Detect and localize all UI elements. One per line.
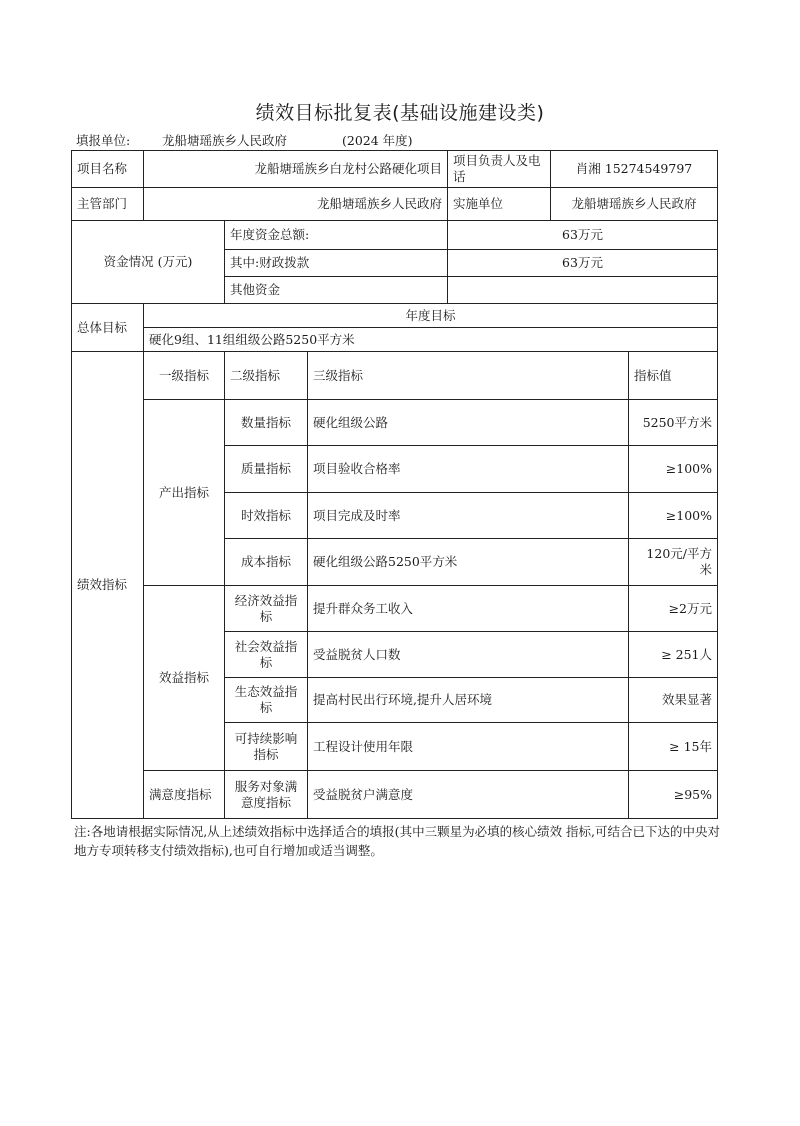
row-value: 5250平方米 [629,400,718,446]
owner-label: 项目负责人及电话 [448,151,551,188]
row-value: 120元/平方米 [629,539,718,586]
row-level3: 受益脱贫户满意度 [308,771,629,819]
project-name-label: 项目名称 [72,151,144,188]
page-title: 绩效目标批复表(基础设施建设类) [255,102,545,124]
goal-text: 硬化9组、11组组级公路5250平方米 [144,328,718,352]
header-value: 指标值 [629,352,718,400]
dept-label: 主管部门 [72,188,144,221]
row-level2: 社会效益指标 [225,632,308,678]
dept-value: 龙船塘瑶族乡人民政府 [144,188,448,221]
row-value: ≥ 251人 [629,632,718,678]
row-value: ≥95% [629,771,718,819]
row-level2: 服务对象满意度指标 [225,771,308,819]
row-level2: 成本指标 [225,539,308,586]
header-level2: 二级指标 [225,352,308,400]
row-value: ≥100% [629,446,718,493]
funds-fiscal-value: 63万元 [448,250,718,277]
row-level2: 生态效益指标 [225,678,308,723]
row-value: 效果显著 [629,678,718,723]
table-row [72,771,718,819]
row-level3: 提升群众务工收入 [308,586,629,632]
performance-table [71,150,718,819]
goal-label: 总体目标 [72,304,144,352]
row-level2: 数量指标 [225,400,308,446]
row-level3: 工程设计使用年限 [308,723,629,771]
header-level3: 三级指标 [308,352,629,400]
impl-label: 实施单位 [448,188,551,221]
benefit-label: 效益指标 [144,586,225,771]
impl-value: 龙船塘瑶族乡人民政府 [551,188,718,221]
row-value: ≥100% [629,493,718,539]
indicators-section-label: 绩效指标 [72,352,144,819]
funds-label: 资金情况 (万元) [72,221,225,304]
row-value: ≥ 15年 [629,723,718,771]
filler-label: 填报单位: [76,133,131,148]
header-level1: 一级指标 [144,352,225,400]
row-level2: 经济效益指标 [225,586,308,632]
funds-other-value [448,277,718,304]
footnote: 注:各地请根据实际情况,从上述绩效指标中选择适合的填报(其中三颗星为必填的核心绩效 指标,可结合已下达的中央对地方专项转移支付绩效指标),也可自行增加或适当调整。 [74,824,721,858]
row-level3: 项目验收合格率 [308,446,629,493]
row-level3: 硬化组级公路 [308,400,629,446]
row-value: ≥2万元 [629,586,718,632]
row-level2: 时效指标 [225,493,308,539]
satisfaction-label: 满意度指标 [144,771,225,819]
year-label: (2024 年度) [342,133,413,148]
funds-fiscal-label: 其中:财政拨款 [225,250,448,277]
funds-other-label: 其他资金 [225,277,448,304]
owner-value: 肖湘 15274549797 [551,151,718,188]
row-level3: 项目完成及时率 [308,493,629,539]
project-name-value: 龙船塘瑶族乡白龙村公路硬化项目 [144,151,448,188]
filler-value: 龙船塘瑶族乡人民政府 [162,133,288,148]
row-level3: 硬化组级公路5250平方米 [308,539,629,586]
row-level3: 受益脱贫人口数 [308,632,629,678]
table-row [72,586,718,632]
row-level2: 质量指标 [225,446,308,493]
goal-header: 年度目标 [144,304,718,328]
funds-total-value: 63万元 [448,221,718,250]
table-row [72,400,718,446]
funds-total-label: 年度资金总额: [225,221,448,250]
row-level2: 可持续影响指标 [225,723,308,771]
row-level3: 提高村民出行环境,提升人居环境 [308,678,629,723]
output-label: 产出指标 [144,400,225,586]
